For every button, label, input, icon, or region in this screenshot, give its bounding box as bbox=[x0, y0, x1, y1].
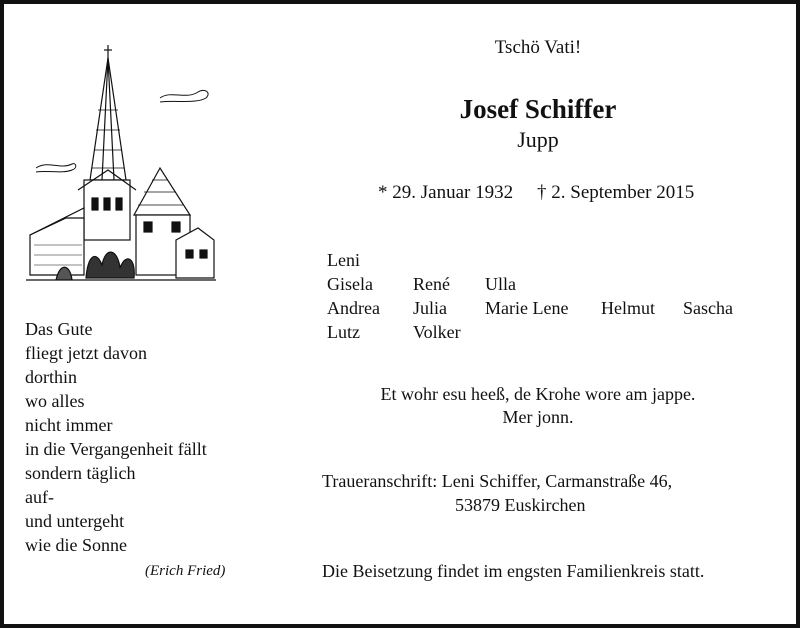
family-name: Sascha bbox=[683, 298, 733, 318]
mourning-address-city: 53879 Euskirchen bbox=[455, 495, 586, 515]
death-date: † 2. September 2015 bbox=[537, 182, 695, 203]
birth-date: * 29. Januar 1932 bbox=[378, 182, 514, 203]
poem-line: fliegt jetzt davon bbox=[25, 343, 147, 363]
family-name: René bbox=[413, 274, 450, 294]
poem-line: dorthin bbox=[25, 367, 77, 387]
poem-line: und untergeht bbox=[25, 511, 125, 531]
family-name: Julia bbox=[413, 298, 447, 318]
family-name: Lutz bbox=[327, 322, 360, 342]
poem-line: sondern täglich bbox=[25, 463, 136, 483]
poem-line: Das Gute bbox=[25, 319, 93, 339]
greeting: Tschö Vati! bbox=[494, 37, 582, 58]
poem-line: nicht immer bbox=[25, 415, 113, 435]
family-name: Ulla bbox=[485, 274, 516, 294]
family-name: Volker bbox=[413, 322, 461, 342]
poem-line: auf- bbox=[25, 487, 54, 507]
mourning-address: Traueranschrift: Leni Schiffer, Carmanstraße 46, bbox=[322, 471, 673, 491]
poem-line: in die Vergangenheit fällt bbox=[25, 439, 207, 459]
nickname: Jupp bbox=[517, 127, 559, 152]
family-name: Gisela bbox=[327, 274, 373, 294]
church-illustration bbox=[26, 40, 216, 285]
poem-line: wo alles bbox=[25, 391, 85, 411]
poem-line: wie die Sonne bbox=[25, 535, 127, 555]
family-name: Marie Lene bbox=[485, 298, 569, 318]
deceased-name: Josef Schiffer bbox=[459, 94, 617, 124]
family-name: Andrea bbox=[327, 298, 380, 318]
funeral-note: Die Beisetzung findet im engsten Familienkreis statt. bbox=[322, 561, 705, 581]
family-name: Leni bbox=[327, 250, 360, 270]
saying-line: Et wohr esu heeß, de Krohe wore am jappe. bbox=[380, 384, 696, 404]
saying-line: Mer jonn. bbox=[502, 407, 574, 427]
family-name: Helmut bbox=[601, 298, 655, 318]
poem-author: (Erich Fried) bbox=[145, 563, 226, 579]
